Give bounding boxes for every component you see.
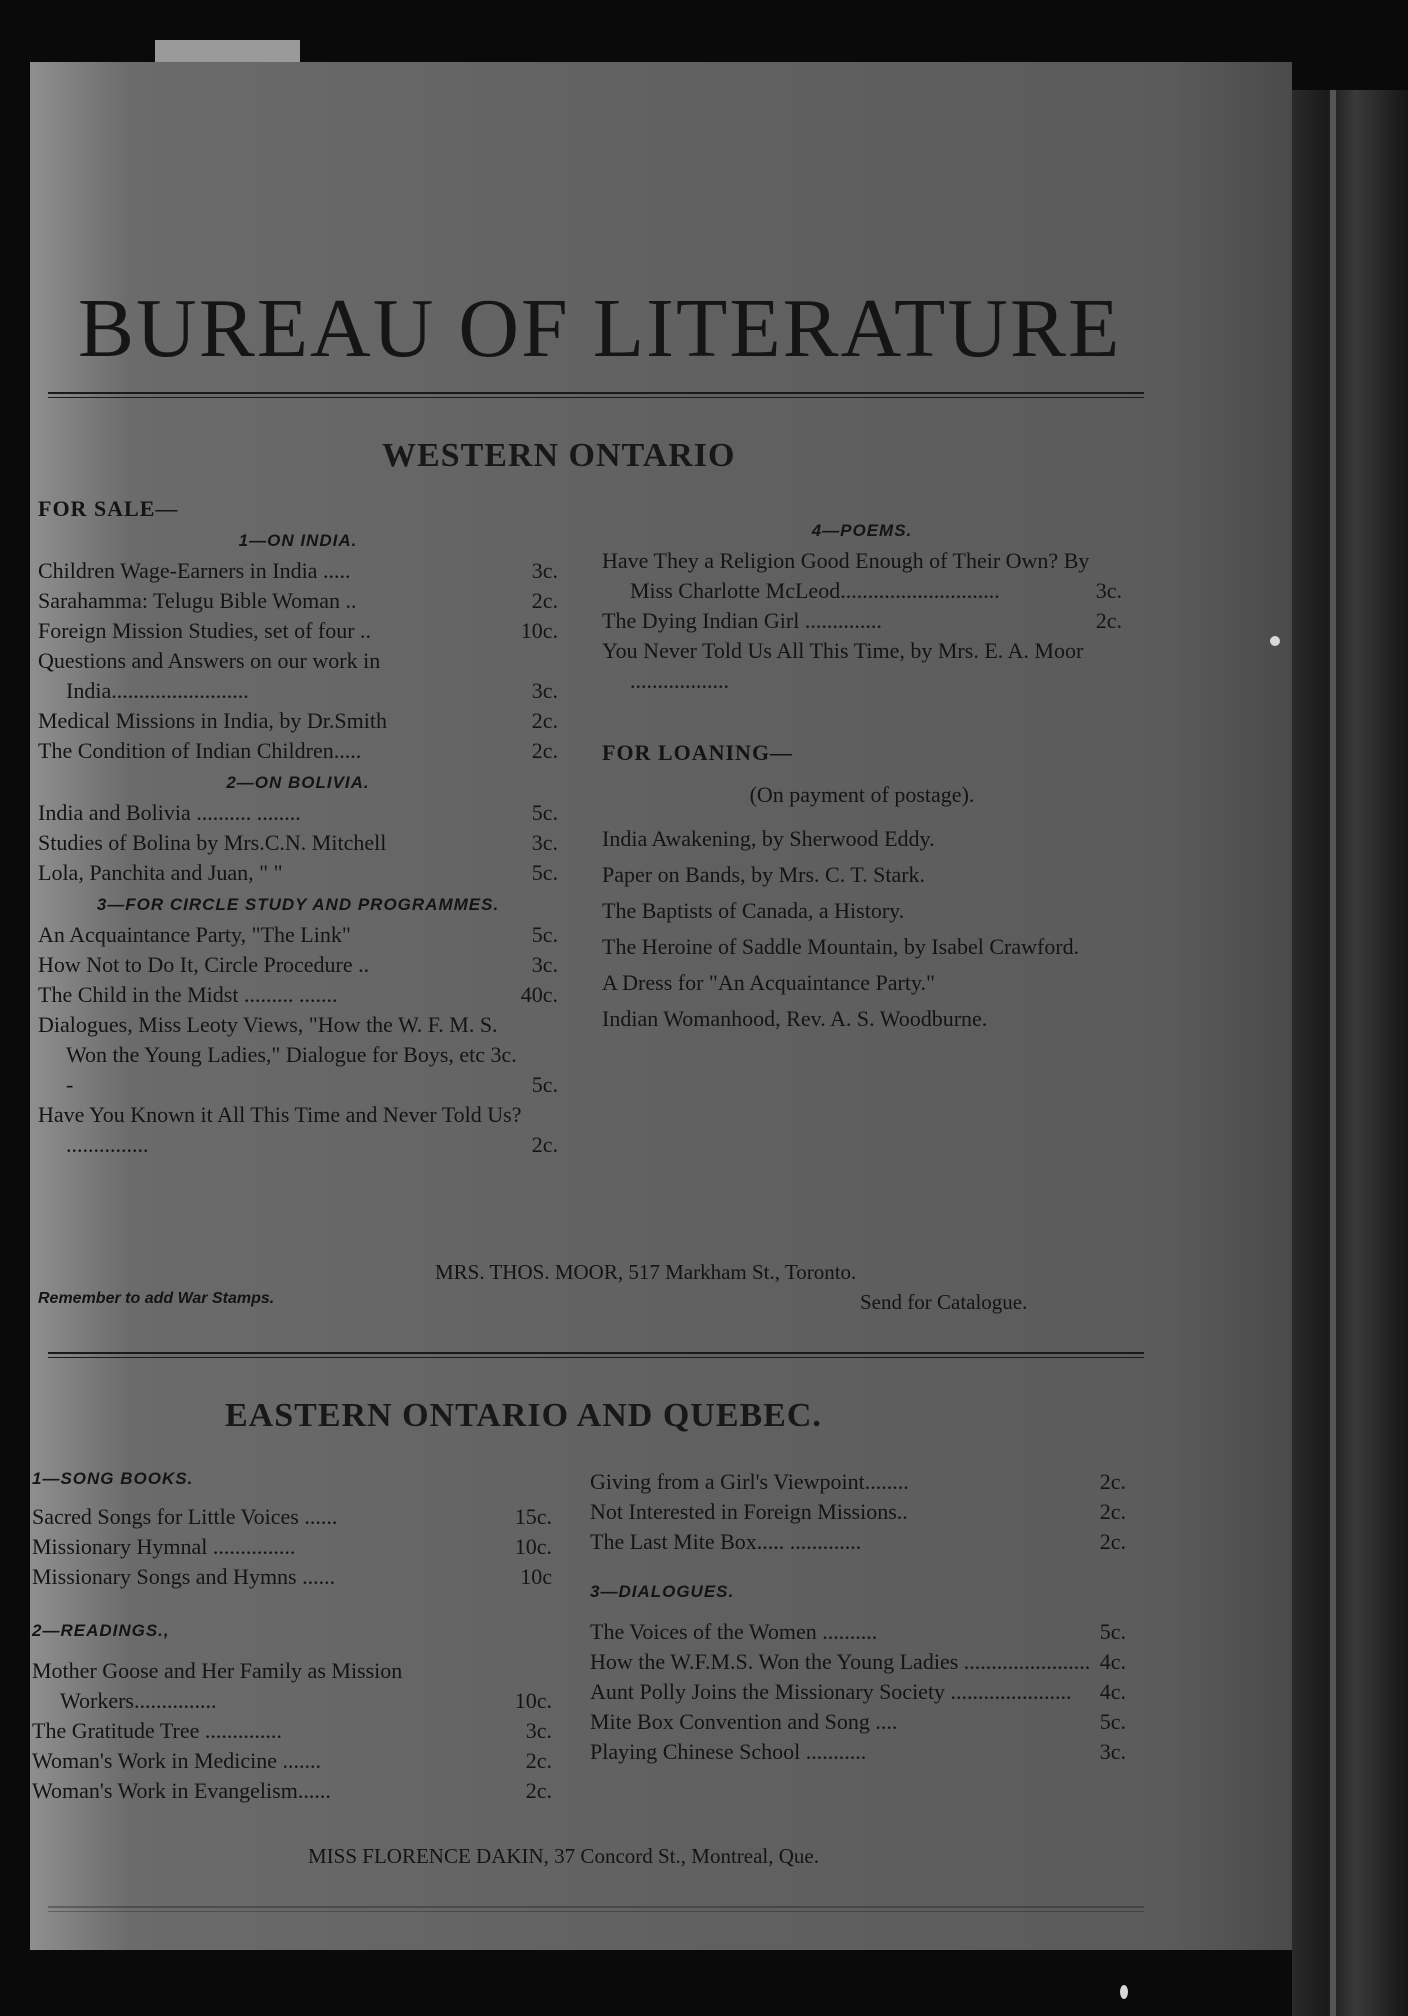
item-price: 5c. <box>531 860 558 885</box>
item-price: 5c. <box>531 800 558 825</box>
songs-list <box>32 1502 552 1592</box>
item-title: Medical Missions in India, by Dr.Smith <box>38 708 387 733</box>
item-title: The Condition of Indian Children..... <box>38 738 362 763</box>
item-price: 10c. <box>520 618 558 643</box>
speck-mark <box>1270 636 1280 646</box>
item-price: 3c. <box>531 678 558 703</box>
for-sale-heading: FOR SALE— <box>38 496 179 521</box>
item-title: The Gratitude Tree .............. <box>32 1718 282 1743</box>
item-title: Mother Goose and Her Family as Mission Workers............... <box>32 1658 403 1713</box>
list-item <box>590 1467 1126 1497</box>
title-rule <box>48 392 1144 398</box>
spine-edge <box>1330 90 1336 2016</box>
item-title: India and Bolivia .......... ........ <box>38 800 301 825</box>
item-title: Have They a Religion Good Enough of Their Own? By Miss Charlotte McLeod............................. <box>602 548 1090 603</box>
item-price: 10c. <box>514 1534 552 1559</box>
loaning-note: (On payment of postage). <box>749 782 975 807</box>
item-title: Foreign Mission Studies, set of four .. <box>38 618 372 643</box>
dialogues-heading: 3—DIALOGUES. <box>590 1582 735 1601</box>
dialogues-list <box>590 1617 1126 1767</box>
list-item <box>602 606 1122 636</box>
circle-heading: 3—FOR CIRCLE STUDY AND PROGRAMMES. <box>96 895 500 914</box>
item-price: 15c. <box>514 1504 552 1529</box>
bolivia-heading: 2—ON BOLIVIA. <box>226 773 370 792</box>
item-title: How the W.F.M.S. Won the Young Ladies ....................... <box>590 1649 1091 1674</box>
readings-list <box>32 1656 552 1806</box>
item-price: 2c. <box>525 1778 552 1803</box>
item-title: The Dying Indian Girl .............. <box>602 608 882 633</box>
loan-item: The Heroine of Saddle Mountain, by Isabel Crawford. <box>602 934 1080 959</box>
list-item <box>38 556 558 586</box>
item-price: 5c. <box>531 922 558 947</box>
eastern-left-column <box>32 1462 552 1806</box>
loan-item: India Awakening, by Sherwood Eddy. <box>602 826 935 851</box>
item-price: 5c. <box>531 1072 558 1097</box>
western-right-column <box>602 514 1122 1040</box>
bottom-rule <box>48 1906 1144 1912</box>
item-price: 2c. <box>531 738 558 763</box>
item-title: Studies of Bolina by Mrs.C.N. Mitchell <box>38 830 387 855</box>
item-title: Missionary Songs and Hymns ...... <box>32 1564 336 1589</box>
loan-item: The Baptists of Canada, a History. <box>602 898 905 923</box>
item-title: The Last Mite Box..... ............. <box>590 1529 862 1554</box>
list-item <box>38 1010 558 1100</box>
speck-mark <box>1120 1985 1128 1999</box>
list-item <box>38 828 558 858</box>
section-rule <box>48 1352 1144 1358</box>
item-price: 10c. <box>514 1688 552 1713</box>
item-title: Sarahamma: Telugu Bible Woman .. <box>38 588 357 613</box>
item-price: 5c. <box>1099 1619 1126 1644</box>
item-price: 10c <box>520 1564 552 1589</box>
item-price: 2c. <box>531 588 558 613</box>
poems-heading: 4—POEMS. <box>811 521 913 540</box>
india-heading: 1—ON INDIA. <box>238 531 358 550</box>
list-item <box>602 636 1122 696</box>
list-item <box>38 1100 558 1160</box>
eastern-right-column <box>590 1467 1126 1767</box>
bolivia-list <box>38 798 558 888</box>
eastern-address: MISS FLORENCE DAKIN, 37 Concord St., Montreal, Que. <box>308 1844 819 1868</box>
list-item <box>38 980 558 1010</box>
songs-heading: 1—SONG BOOKS. <box>32 1469 194 1488</box>
item-title: Sacred Songs for Little Voices ...... <box>32 1504 338 1529</box>
loan-item: Indian Womanhood, Rev. A. S. Woodburne. <box>602 1006 988 1031</box>
list-item <box>38 616 558 646</box>
western-heading: WESTERN ONTARIO <box>382 437 736 474</box>
item-title: Questions and Answers on our work in India......................... <box>38 648 381 703</box>
loan-item: Paper on Bands, by Mrs. C. T. Stark. <box>602 862 926 887</box>
item-price: 3c. <box>1095 578 1122 603</box>
item-price: 3c. <box>525 1718 552 1743</box>
item-title: Aunt Polly Joins the Missionary Society ...................... <box>590 1679 1072 1704</box>
item-title: Woman's Work in Medicine ....... <box>32 1748 322 1773</box>
india-list <box>38 556 558 766</box>
item-price: 4c. <box>1099 1649 1126 1674</box>
list-item <box>590 1527 1126 1557</box>
list-item <box>590 1707 1126 1737</box>
item-title: Have You Known it All This Time and Never Told Us? ............... <box>38 1102 522 1157</box>
list-item <box>38 646 558 706</box>
list-item <box>38 798 558 828</box>
item-title: The Child in the Midst ......... ....... <box>38 982 338 1007</box>
list-item <box>32 1562 552 1592</box>
item-title: Giving from a Girl's Viewpoint........ <box>590 1469 909 1494</box>
list-item <box>590 1647 1126 1677</box>
list-item <box>32 1746 552 1776</box>
list-item <box>38 736 558 766</box>
western-address: MRS. THOS. MOOR, 517 Markham St., Toronto. <box>435 1260 857 1284</box>
readings-heading: 2—READINGS., <box>32 1621 170 1640</box>
item-title: The Voices of the Women .......... <box>590 1619 878 1644</box>
list-item <box>32 1502 552 1532</box>
list-item <box>590 1617 1126 1647</box>
item-price: 3c. <box>531 952 558 977</box>
list-item <box>38 858 558 888</box>
list-item <box>38 920 558 950</box>
item-title: Playing Chinese School ........... <box>590 1739 867 1764</box>
item-price: 2c. <box>1095 608 1122 633</box>
eastern-heading: EASTERN ONTARIO AND QUEBEC. <box>225 1397 822 1434</box>
loan-list <box>602 824 1122 1034</box>
page-title: BUREAU OF LITERATURE <box>78 282 1122 375</box>
western-left-column <box>38 494 558 1160</box>
item-title: Children Wage-Earners in India ..... <box>38 558 351 583</box>
item-price: 40c. <box>520 982 558 1007</box>
item-price: 2c. <box>531 1132 558 1157</box>
circle-list <box>38 920 558 1160</box>
catalogue-note: Send for Catalogue. <box>860 1290 1028 1314</box>
list-item <box>32 1776 552 1806</box>
loan-item: A Dress for "An Acquaintance Party." <box>602 970 936 995</box>
item-price: 5c. <box>1099 1709 1126 1734</box>
book-spine <box>1292 90 1408 2016</box>
item-title: Woman's Work in Evangelism...... <box>32 1778 331 1803</box>
item-price: 3c. <box>531 830 558 855</box>
remember-note: Remember to add War Stamps. <box>38 1290 275 1307</box>
item-title: An Acquaintance Party, "The Link" <box>38 922 351 947</box>
item-price: 2c. <box>1099 1469 1126 1494</box>
item-title: Mite Box Convention and Song .... <box>590 1709 898 1734</box>
item-price: 2c. <box>1099 1499 1126 1524</box>
page <box>30 62 1292 1950</box>
item-title: Not Interested in Foreign Missions.. <box>590 1499 908 1524</box>
item-title: You Never Told Us All This Time, by Mrs. E. A. Moor .................. <box>602 638 1084 693</box>
list-item <box>32 1532 552 1562</box>
list-item <box>590 1737 1126 1767</box>
list-item <box>32 1656 552 1716</box>
item-title: Dialogues, Miss Leoty Views, "How the W. F. M. S. Won the Young Ladies," Dialogue for Boys, etc 3c. - <box>38 1012 517 1097</box>
list-item <box>38 950 558 980</box>
item-price: 2c. <box>1099 1529 1126 1554</box>
item-price: 3c. <box>1099 1739 1126 1764</box>
item-price: 4c. <box>1099 1679 1126 1704</box>
item-title: How Not to Do It, Circle Procedure .. <box>38 952 370 977</box>
item-price: 2c. <box>531 708 558 733</box>
list-item <box>32 1716 552 1746</box>
list-item <box>602 546 1122 606</box>
item-price: 2c. <box>525 1748 552 1773</box>
item-title: Lola, Panchita and Juan, " " <box>38 860 283 885</box>
item-price: 3c. <box>531 558 558 583</box>
misc-list <box>590 1467 1126 1557</box>
list-item <box>590 1677 1126 1707</box>
list-item <box>38 706 558 736</box>
loaning-heading: FOR LOANING— <box>602 740 794 765</box>
item-title: Missionary Hymnal ............... <box>32 1534 296 1559</box>
list-item <box>590 1497 1126 1527</box>
poems-list <box>602 546 1122 696</box>
list-item <box>38 586 558 616</box>
